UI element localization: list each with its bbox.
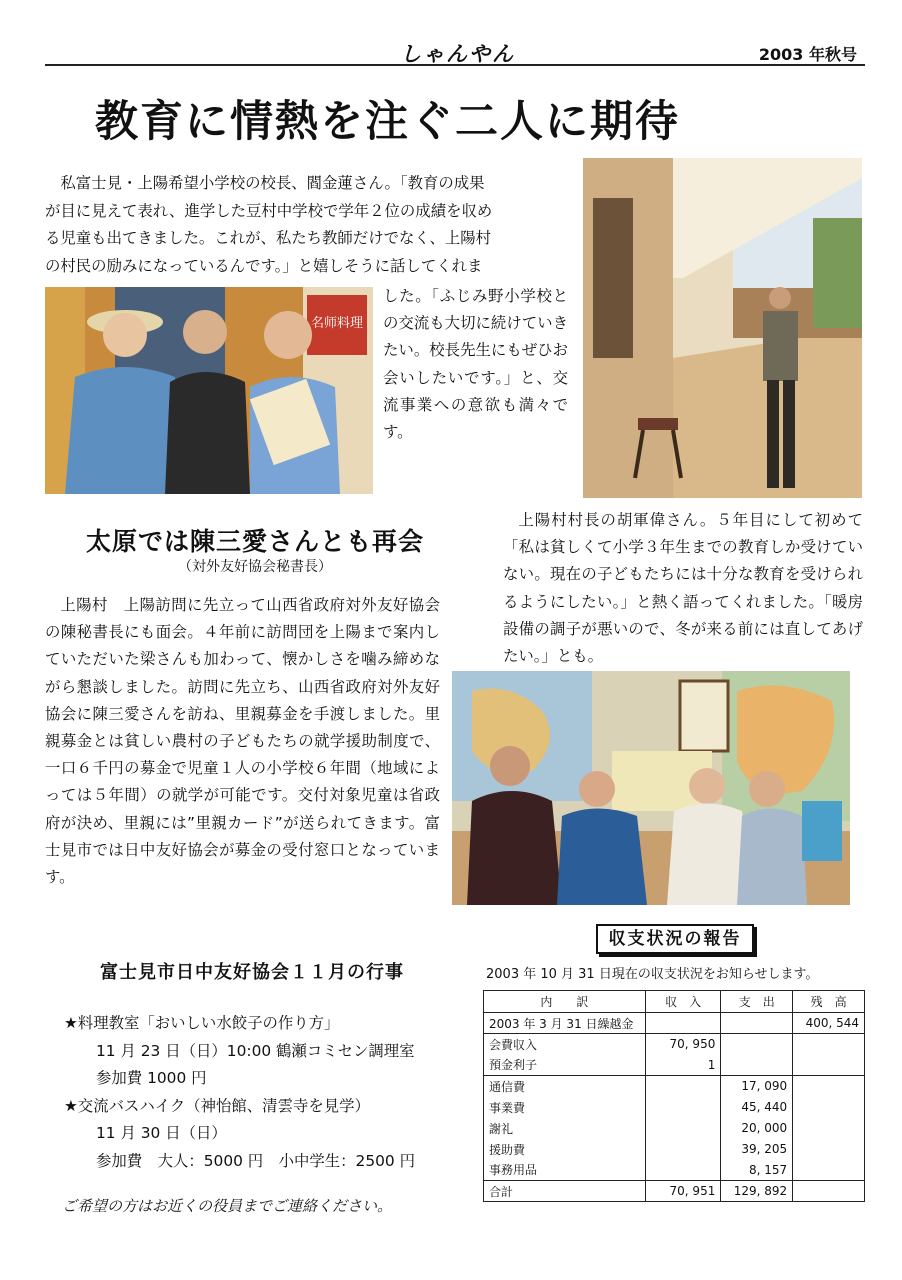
- photo-school-corridor: [583, 158, 862, 498]
- event-cooking-title: ★料理教室「おいしい水餃子の作り方」: [64, 1014, 340, 1032]
- row-label: 謝礼: [484, 1118, 646, 1139]
- row-label: 事務用品: [484, 1160, 646, 1181]
- col-header-income: 収 入: [645, 991, 721, 1013]
- table-row: [484, 1160, 865, 1181]
- finance-table: [483, 990, 865, 1202]
- row-label: 援助費: [484, 1139, 646, 1160]
- row-label: 通信費: [484, 1076, 646, 1097]
- main-headline: 教育に情熱を注ぐ二人に期待: [95, 97, 680, 147]
- table-row: [484, 1013, 865, 1034]
- total-expense: 129, 892: [721, 1181, 793, 1202]
- col-header-item: 内 訳: [484, 991, 646, 1013]
- table-row: [484, 1034, 865, 1055]
- event-cooking-fee: 参加費 1000 円: [96, 1069, 207, 1087]
- article-line: 私富士見・上陽希望小学校の校長、閻金蓮さん。「教育の成果: [45, 174, 485, 192]
- expense-value: 17, 090: [721, 1076, 793, 1097]
- report-note: 2003 年 10 月 31 日現在の収支状況をお知らせします。: [486, 967, 819, 982]
- income-value: 70, 950: [645, 1034, 721, 1055]
- article-principal-wrap: した。「ふじみ野小学校との交流も大切に続けていきたい。校長先生にもぜひお会いしたいです。」と、交流事業への意欲も満々です。: [383, 287, 568, 442]
- table-total-row: [484, 1181, 865, 1202]
- table-row: [484, 1139, 865, 1160]
- row-label: 合計: [484, 1181, 646, 1202]
- total-income: 70, 951: [645, 1181, 721, 1202]
- contact-note: ご希望の方はお近くの役員までご連絡ください。: [62, 1197, 393, 1215]
- taiyuan-article: [45, 592, 440, 891]
- col-header-balance: 残 高: [793, 991, 865, 1013]
- article-village-chief: [503, 507, 863, 670]
- expense-value: 45, 440: [721, 1097, 793, 1118]
- table-row: [484, 1097, 865, 1118]
- income-value: 1: [645, 1055, 721, 1076]
- event-bushike-fee: 参加費 大人：5000 円 小中学生：2500 円: [96, 1151, 415, 1170]
- issue-label: 2003 年秋号: [758, 45, 857, 64]
- event-bushike-date: 11 月 30 日（日）: [96, 1124, 227, 1142]
- balance-value: 400, 544: [793, 1013, 865, 1034]
- article-line: が目に見えて表れ、進学した豆村中学校で学年２位の成績を収め: [45, 201, 493, 220]
- newsletter-title: しゃんやん: [400, 42, 515, 66]
- expense-value: 8, 157: [721, 1160, 793, 1181]
- taiyuan-article-text: 上陽村 上陽訪問に先立って山西省政府対外友好協会の陳秘書長にも面会。４年前に訪問団を上陽まで案内していただいた梁さんも加わって、懐かしさを噛み締めながら懇談しました。訪問に先立ち、山西省政府対外友好協会に陳三愛さんを訪ね、里親募金を手渡しました。里親募金とは貧しい農村の子どもたちの就学援助制度で、一口６千円の募金で児童１人の小学校６年間（地域によっては５年間）の就学が可能です。交付対象児童は省政府が決め、里親には”里親カード”が送られてきます。富士見市では日中友好協会が募金の受付窓口となっています。: [45, 596, 440, 887]
- row-label: 2003 年 3 月 31 日繰越金: [484, 1013, 646, 1034]
- expense-value: 20, 000: [721, 1118, 793, 1139]
- event-bushike-title: ★交流バスハイク（神怡館、清雲寺を見学）: [64, 1096, 370, 1115]
- row-label: 事業費: [484, 1097, 646, 1118]
- table-row: [484, 1055, 865, 1076]
- table-row: [484, 1118, 865, 1139]
- event-cooking-date: 11 月 23 日（日）10:00 鶴瀬コミセン調理室: [96, 1041, 415, 1060]
- row-label: 預金利子: [484, 1055, 646, 1076]
- page-header: [45, 40, 865, 66]
- events-list: [64, 1010, 464, 1175]
- events-title: 富士見市日中友好協会１１月の行事: [100, 962, 404, 983]
- table-header-row: [484, 991, 865, 1013]
- photo-meeting-room: [452, 671, 850, 905]
- expense-value: 39, 205: [721, 1139, 793, 1160]
- col-header-expense: 支 出: [721, 991, 793, 1013]
- photo-three-women: [45, 287, 373, 494]
- article-principal-top: [45, 170, 565, 280]
- taiyuan-heading: 太原では陳三愛さんとも再会: [85, 527, 424, 556]
- article-line: る児童も出てきました。これが、私たち教師だけでなく、上陽村: [45, 229, 492, 247]
- article-line: の村民の励みになっているんです。」と嬉しそうに話してくれま: [45, 256, 483, 275]
- article-village-chief-text: 上陽村村長の胡軍偉さん。５年目にして初めて「私は貧しくて小学３年生までの教育しか受けていない。現在の子どもたちには十分な教育を受けられるようにしたい。」と熱く語ってくれました。「暖房設備の調子が悪いので、冬が来る前には直してあげたい。」とも。: [503, 511, 863, 666]
- taiyuan-caption: （対外友好協会秘書長）: [178, 559, 332, 575]
- row-label: 会費収入: [484, 1034, 646, 1055]
- photo-sign-text: 名师料理: [310, 316, 364, 331]
- report-title: 収支状況の報告: [596, 924, 754, 954]
- table-row: [484, 1076, 865, 1097]
